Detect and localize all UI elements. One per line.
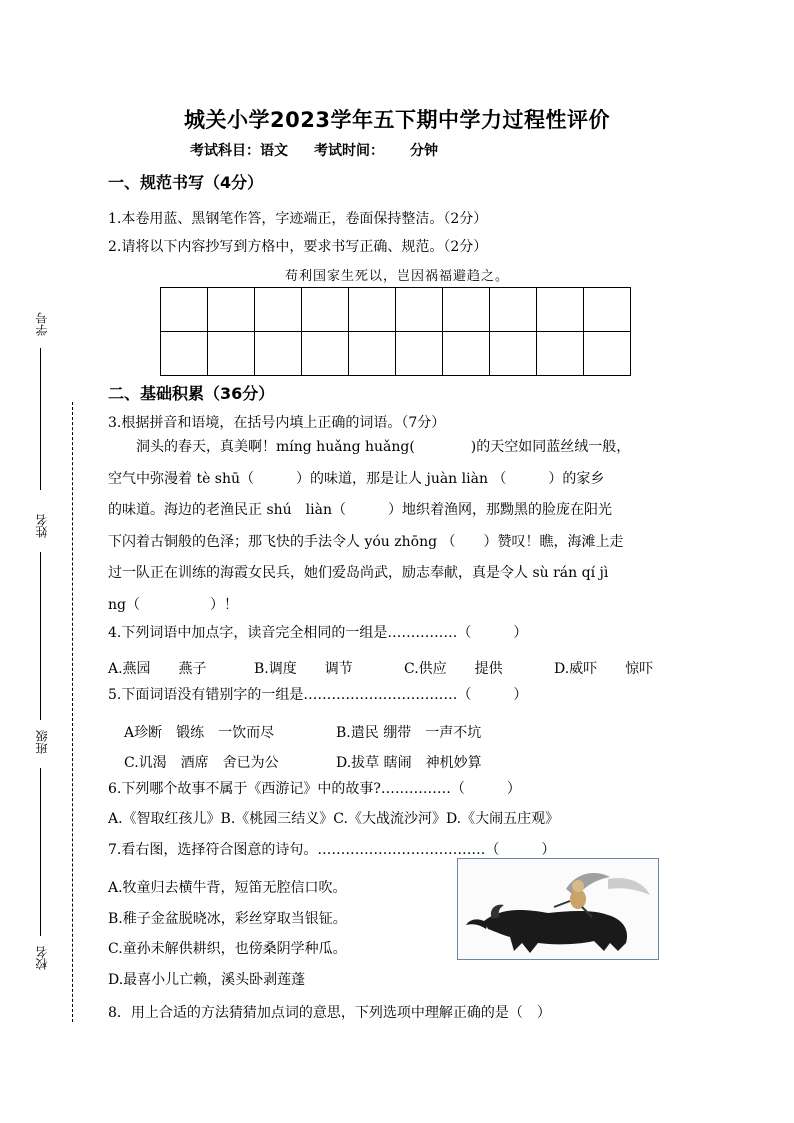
side-label-school: 校名 — [35, 946, 49, 970]
question-5-options-row2 — [124, 752, 482, 772]
question-5-options-row1 — [124, 722, 481, 742]
side-blank-class — [40, 768, 41, 936]
grid-cell[interactable] — [490, 288, 537, 332]
question-7-option-b: B.稚子金盆脱晓冰，彩丝穿取当银钲。 — [108, 911, 347, 927]
passage-line: 空气中弥漫着 tè shū（ ）的味道，那是让人 juàn liàn （ ）的家乡 — [108, 470, 605, 487]
grid-cell[interactable] — [584, 288, 631, 332]
question-7-option-d: D.最喜小儿亡赖，溪头卧剥莲蓬 — [108, 972, 306, 988]
ink-painting-icon — [458, 859, 658, 959]
grid-cell[interactable] — [255, 288, 302, 332]
side-label-name: 姓名 — [35, 514, 49, 538]
option-d: D.拔草 瞎闹 神机妙算 — [336, 755, 482, 771]
question-7-stem: 7.看右图，选择符合图意的诗句。………………………………（ ） — [108, 842, 556, 858]
binding-dashed-line — [72, 402, 73, 1022]
grid-cell[interactable] — [208, 288, 255, 332]
grid-cell[interactable] — [443, 332, 490, 376]
grid-cell[interactable] — [396, 288, 443, 332]
question-6-stem: 6.下列哪个故事不属于《西游记》中的故事?……………（ ） — [108, 781, 521, 797]
side-label-student-no: 学号 — [35, 312, 49, 336]
grid-cell[interactable] — [537, 288, 584, 332]
grid-cell[interactable] — [302, 288, 349, 332]
passage-line: 过一队正在训练的海霞女民兵，她们爱岛尚武，励志奉献，真是令人 sù rán qí jì — [108, 565, 609, 581]
grid-cell[interactable] — [161, 332, 208, 376]
question-7-option-c: C.童孙未解供耕织，也傍桑阴学种瓜。 — [108, 941, 347, 957]
option-d: D.威吓 惊吓 — [554, 661, 654, 677]
grid-cell[interactable] — [161, 288, 208, 332]
grid-cell[interactable] — [396, 332, 443, 376]
time-label: 考试时间： — [314, 143, 384, 159]
writing-grid[interactable] — [160, 287, 631, 376]
option-a: A.燕园 燕子 — [108, 661, 207, 677]
grid-cell[interactable] — [443, 288, 490, 332]
copy-text: 苟利国家生死以，岂因祸福避趋之。 — [284, 269, 509, 284]
grid-cell[interactable] — [584, 332, 631, 376]
question-4-stem: 4.下列词语中加点字，读音完全相同的一组是……………（ ） — [108, 625, 528, 641]
grid-cell[interactable] — [349, 288, 396, 332]
option-c: C.供应 提供 — [404, 661, 503, 677]
passage-line: 的味道。海边的老渔民正 shú liàn（ ）地织着渔网，那黝黑的脸庞在阳光 — [108, 502, 612, 518]
grid-cell[interactable] — [349, 332, 396, 376]
passage-line: ng（ ）！ — [108, 596, 238, 613]
grid-cell[interactable] — [208, 332, 255, 376]
option-b: B.调度 调节 — [254, 661, 353, 677]
side-blank-name — [40, 552, 41, 720]
exam-info — [190, 140, 464, 160]
section-2-heading: 二、基础积累（36分） — [108, 384, 275, 403]
question-5-stem: 5.下面词语没有错别字的一组是……………………………（ ） — [108, 687, 528, 703]
question-1: 1.本卷用蓝、黑钢笔作答，字迹端正，卷面保持整洁。（2分） — [108, 211, 488, 227]
question-3-passage — [108, 432, 693, 621]
minutes-label: 分钟 — [410, 143, 438, 159]
grid-cell[interactable] — [255, 332, 302, 376]
grid-cell[interactable] — [537, 332, 584, 376]
subject-label: 考试科目：语文 — [190, 143, 288, 159]
question-6-options: A.《智取红孩儿》B.《桃园三结义》C.《大战流沙河》D.《大闹五庄观》 — [108, 811, 560, 827]
side-label-class: 班级 — [35, 730, 49, 754]
question-4-options — [108, 658, 653, 678]
option-a: A珍断 锻练 一饮而尽 — [124, 725, 275, 741]
side-blank-student-no — [40, 348, 41, 490]
passage-line: 下闪着古铜般的色泽；那飞快的手法令人 yóu zhōng （ ）赞叹！瞧，海滩上走 — [108, 533, 624, 550]
question-8-stem: 8．用上合适的方法猜猜加点词的意思，下列选项中理解正确的是（ ） — [108, 1005, 551, 1021]
passage-line: 洞头的春天，真美啊！míng huǎng huǎng( )的天空如同蓝丝绒一般， — [136, 439, 631, 455]
grid-cell[interactable] — [302, 332, 349, 376]
question-7-option-a: A.牧童归去横牛背，短笛无腔信口吹。 — [108, 880, 347, 896]
question-2: 2.请将以下内容抄写到方格中，要求书写正确、规范。（2分） — [108, 239, 488, 255]
grid-cell[interactable] — [490, 332, 537, 376]
option-c: C.讥渴 酒席 舍已为公 — [124, 755, 279, 771]
exam-title: 城关小学2023学年五下期中学力过程性评价 — [184, 108, 610, 132]
section-1-heading: 一、规范书写（4分） — [108, 173, 264, 192]
question-3-stem: 3.根据拼音和语境，在括号内填上正确的词语。（7分） — [108, 415, 446, 431]
option-b: B.遣民 绷带 一声不坑 — [336, 725, 482, 741]
buffalo-boy-illustration — [457, 858, 659, 960]
